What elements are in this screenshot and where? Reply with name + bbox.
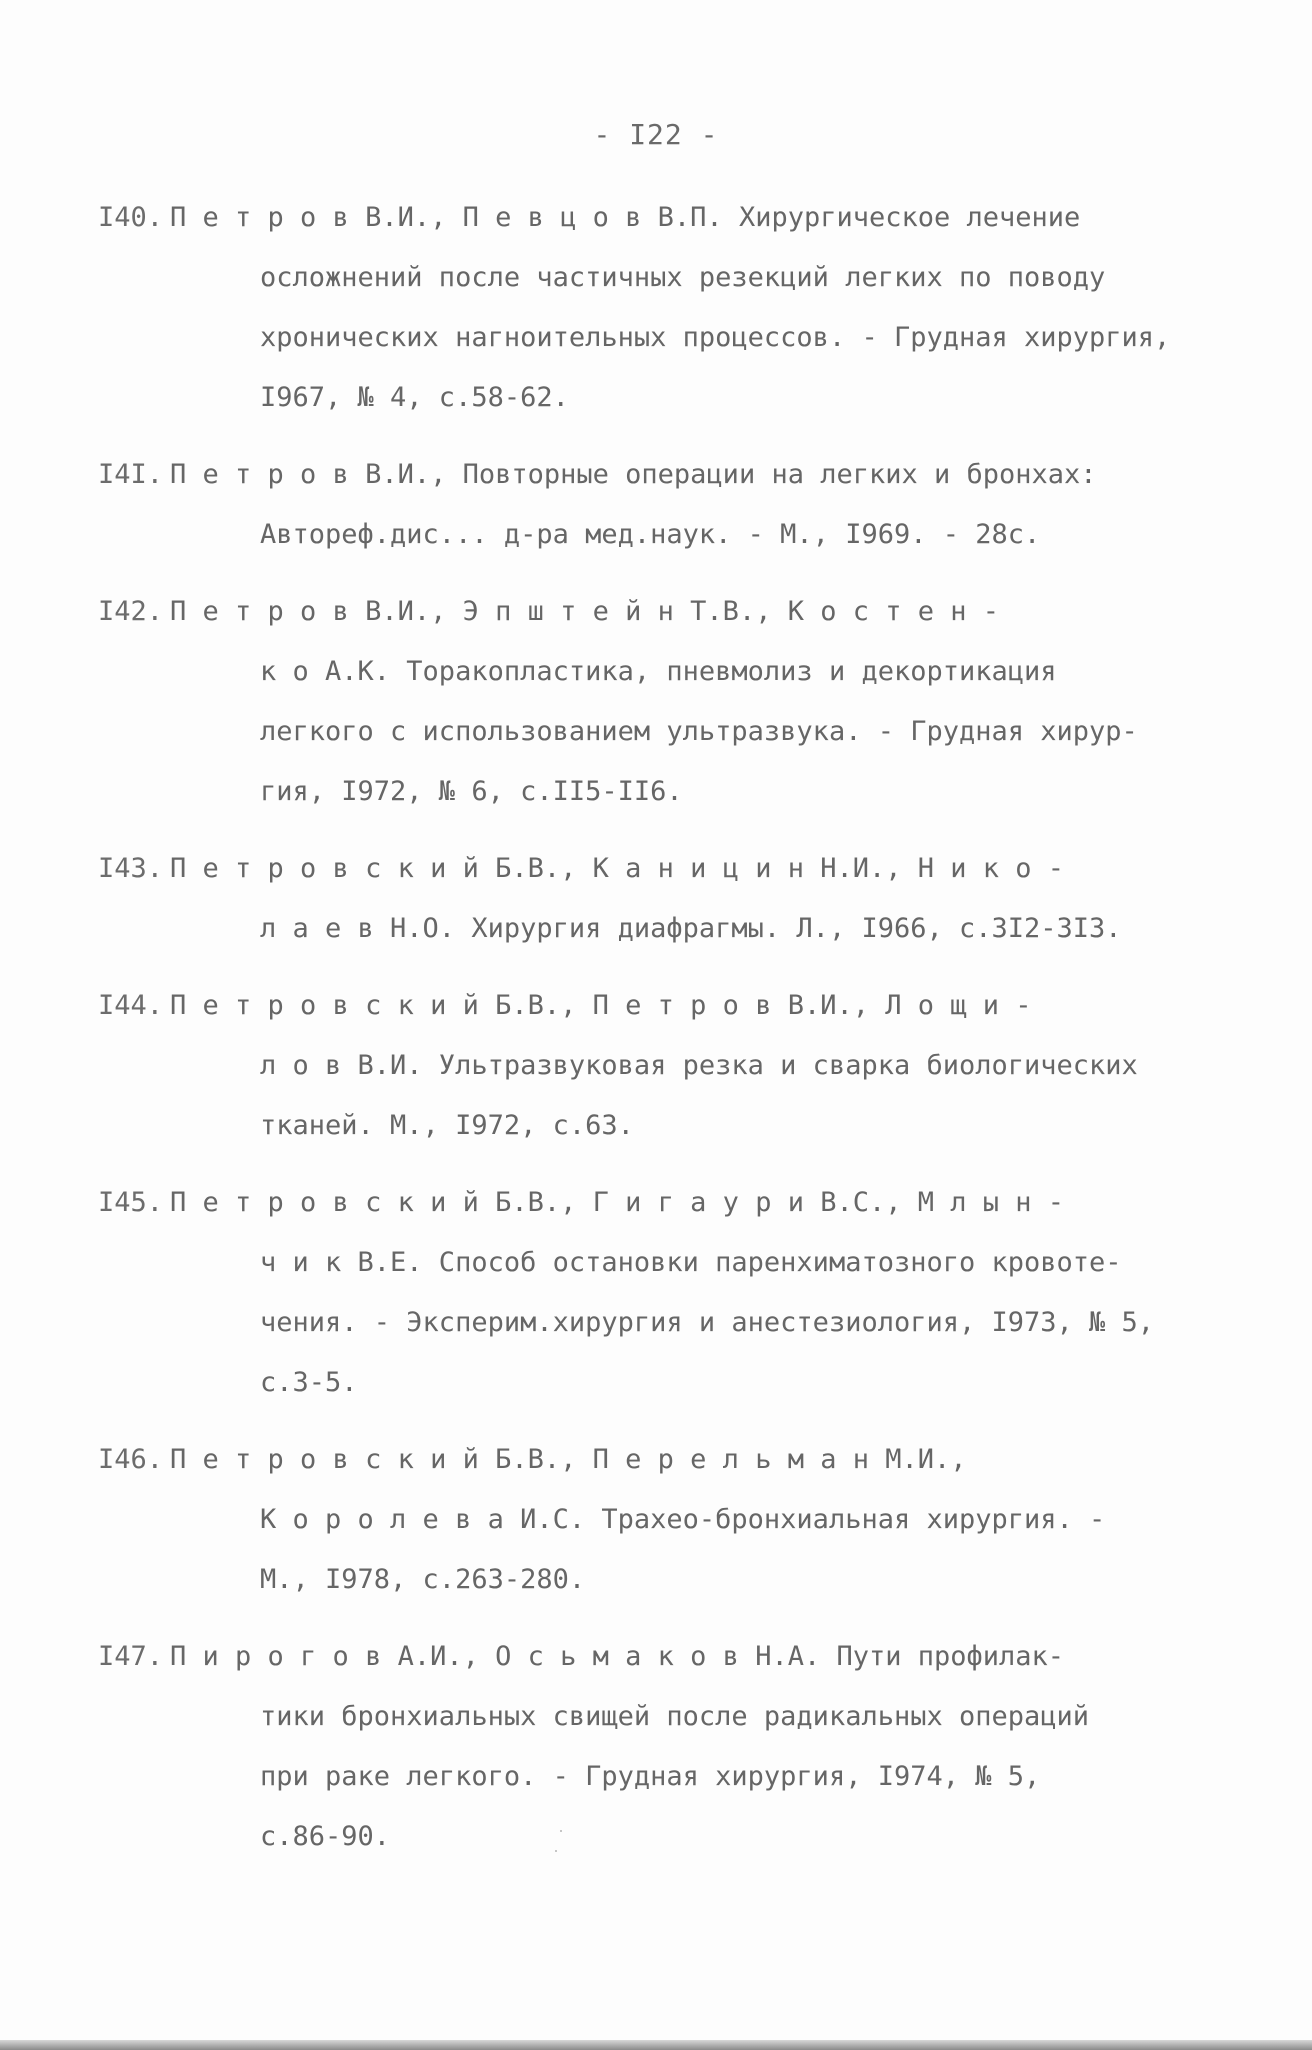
reference-number: I40. xyxy=(98,202,164,233)
reference-line: гия, I972, № 6, с.II5-II6. xyxy=(260,776,683,807)
reference-number: I42. xyxy=(98,596,164,627)
page-number: - I22 - xyxy=(593,118,719,151)
reference-line: Автореф.дис... д-ра мед.наук. - М., I969. - 28с. xyxy=(260,519,1041,550)
reference-line: л о в В.И. Ультразвуковая резка и сварка биологических xyxy=(260,1050,1138,1081)
reference-line: л а е в Н.О. Хирургия диафрагмы. Л., I966, с.3I2-3I3. xyxy=(260,913,1122,944)
reference-number: I45. xyxy=(98,1187,164,1218)
reference-line: при раке легкого. - Грудная хирургия, I974, № 5, xyxy=(260,1761,1041,1792)
reference-line: осложнений после частичных резекций легких по поводу xyxy=(260,262,1106,293)
reference-line: К о р о л е в а И.С. Трахео-бронхиальная хирургия. - xyxy=(260,1504,1106,1535)
scan-bottom-edge xyxy=(0,2040,1312,2050)
reference-number: I47. xyxy=(98,1641,164,1672)
reference-line: хронических нагноительных процессов. - Грудная хирургия, xyxy=(260,322,1171,353)
reference-item xyxy=(98,839,1268,959)
reference-line: с.3-5. xyxy=(260,1367,358,1398)
reference-line: чения. - Эксперим.хирургия и анестезиология, I973, № 5, xyxy=(260,1307,1155,1338)
reference-item xyxy=(98,1173,1268,1413)
reference-item xyxy=(98,1627,1268,1867)
scan-speck xyxy=(555,1850,557,1852)
reference-line: П е т р о в В.И., П е в ц о в В.П. Хирургическое лечение xyxy=(170,202,1081,233)
reference-item xyxy=(98,1430,1268,1610)
reference-number: I43. xyxy=(98,853,164,884)
reference-line: ч и к В.Е. Способ остановки паренхиматозного кровоте- xyxy=(260,1247,1122,1278)
reference-line: П и р о г о в А.И., О с ь м а к о в Н.А. Пути профилак- xyxy=(170,1641,1065,1672)
reference-line: легкого с использованием ультразвука. - Грудная хирур- xyxy=(260,716,1138,747)
scan-speck xyxy=(560,1830,562,1832)
reference-item xyxy=(98,188,1268,428)
reference-line: тики бронхиальных свищей после радикальных операций xyxy=(260,1701,1090,1732)
reference-line: П е т р о в с к и й Б.В., П е р е л ь м а н М.И., xyxy=(170,1444,967,1475)
reference-line: П е т р о в В.И., Э п ш т е й н Т.В., К о с т е н - xyxy=(170,596,1000,627)
reference-line: П е т р о в с к и й Б.В., П е т р о в В.И., Л о щ и - xyxy=(170,990,1032,1021)
reference-item xyxy=(98,976,1268,1156)
reference-item xyxy=(98,582,1268,822)
reference-number: I44. xyxy=(98,990,164,1021)
reference-line: П е т р о в с к и й Б.В., Г и г а у р и В.С., М л ы н - xyxy=(170,1187,1065,1218)
reference-number: I46. xyxy=(98,1444,164,1475)
reference-line: М., I978, с.263-280. xyxy=(260,1564,586,1595)
reference-line: тканей. М., I972, с.63. xyxy=(260,1110,634,1141)
reference-line: П е т р о в с к и й Б.В., К а н и ц и н Н.И., Н и к о - xyxy=(170,853,1065,884)
reference-line: П е т р о в В.И., Повторные операции на легких и бронхах: xyxy=(170,459,1097,490)
reference-line: I967, № 4, с.58-62. xyxy=(260,382,569,413)
reference-number: I4I. xyxy=(98,459,164,490)
reference-line: к о А.К. Торакопластика, пневмолиз и декортикация xyxy=(260,656,1057,687)
reference-list xyxy=(98,188,1268,1884)
reference-item xyxy=(98,445,1268,565)
reference-line: с.86-90. xyxy=(260,1821,391,1852)
